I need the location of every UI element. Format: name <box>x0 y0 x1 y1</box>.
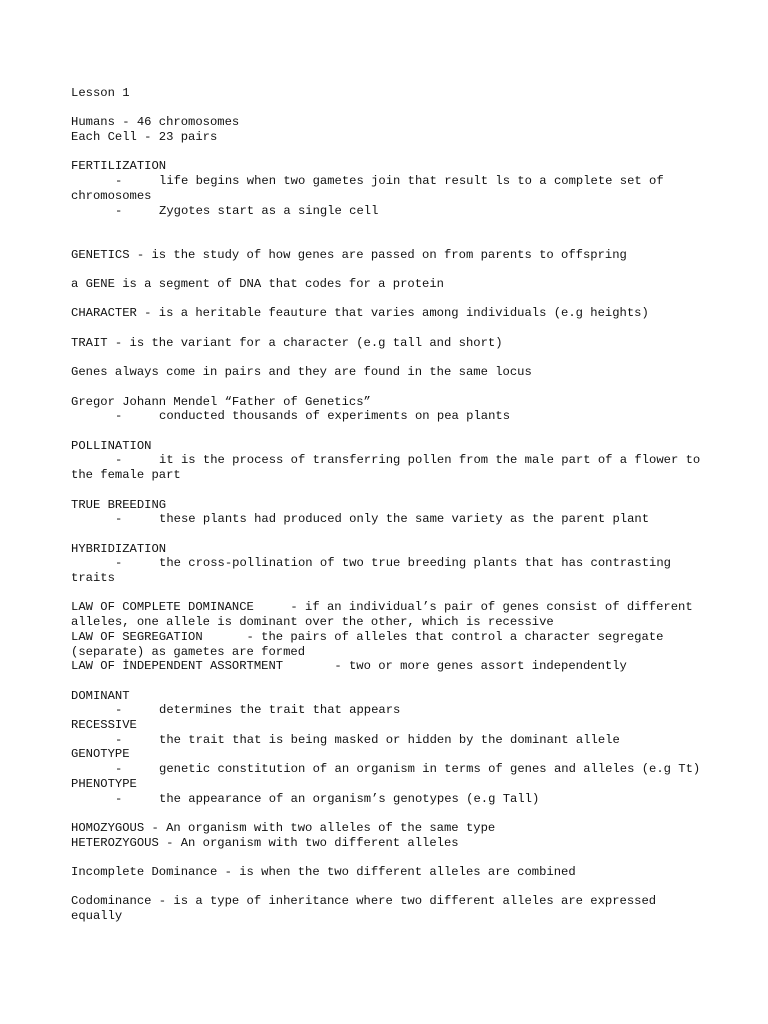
bullet-dash: - <box>115 453 123 468</box>
bullet-dash: - <box>115 703 123 718</box>
law-text: - the pairs of alleles that control a character segregate (separate) as gametes are formed <box>71 629 671 659</box>
hybridization-bullet <box>71 556 711 585</box>
fertilization-bullet-2 <box>71 204 711 219</box>
bullet-dash: - <box>115 409 123 424</box>
bullet-dash: - <box>115 791 123 806</box>
law-text: - if an individual’s pair of genes consist of different alleles, one allele is dominant over the other, which is recessive <box>71 600 701 630</box>
law-name: LAW OF COMPLETE DOMINANCE <box>71 600 254 615</box>
definition-character: CHARACTER - is a heritable feauture that varies among individuals (e.g heights) <box>71 306 649 321</box>
bullet-text: the cross-pollination of two true breeding plants that has contrasting traits <box>71 556 679 586</box>
bullet-dash: - <box>115 762 123 777</box>
term-genotype-heading: GENOTYPE <box>71 747 130 762</box>
law-segregation <box>71 630 711 659</box>
bullet-text: conducted thousands of experiments on pea plants <box>159 409 511 424</box>
bullet-text: Zygotes start as a single cell <box>159 203 379 218</box>
bullet-text: it is the process of transferring pollen from the male part of a flower to the female part <box>71 453 708 483</box>
bullet-text: the trait that is being masked or hidden by the dominant allele <box>159 732 620 747</box>
term-phenotype-bullet <box>71 792 711 807</box>
law-independent-assortment <box>71 659 711 674</box>
bullet-text: life begins when two gametes join that result ls to a complete set of chromosomes <box>71 174 671 203</box>
true-breeding-bullet <box>71 512 711 527</box>
mendel-bullet <box>71 409 711 424</box>
bullet-dash: - <box>115 732 123 747</box>
law-text: - two or more genes assort independently <box>334 659 627 674</box>
law-name: LAW OF İNDEPENDENT ASSORTMENT <box>71 659 284 674</box>
fact-humans: Humans - 46 chromosomes <box>71 115 240 130</box>
bullet-dash: - <box>115 512 123 527</box>
term-recessive-bullet <box>71 733 711 748</box>
mendel-heading: Gregor Johann Mendel “Father of Genetics” <box>71 394 371 409</box>
hybridization-heading: HYBRIDIZATION <box>71 541 167 556</box>
law-complete-dominance <box>71 600 711 629</box>
bullet-dash: - <box>115 203 123 218</box>
bullet-text: the appearance of an organism’s genotypes (e.g Tall) <box>159 791 540 806</box>
heterozygous-definition: HETEROZYGOUS - An organism with two different alleles <box>71 835 459 850</box>
codominance-definition: Codominance - is a type of inheritance where two different alleles are expressed equally <box>71 894 664 924</box>
pollination-bullet <box>71 453 711 482</box>
homozygous-definition: HOMOZYGOUS - An organism with two alleles of the same type <box>71 820 496 835</box>
bullet-text: these plants had produced only the same variety as the parent plant <box>159 512 650 527</box>
bullet-dash: - <box>115 174 123 189</box>
document-page <box>71 86 711 924</box>
term-dominant-heading: DOMINANT <box>71 688 130 703</box>
term-dominant-bullet <box>71 703 711 718</box>
term-genotype-bullet <box>71 762 711 777</box>
definition-gene: a GENE is a segment of DNA that codes for a protein <box>71 277 444 292</box>
term-recessive-heading: RECESSIVE <box>71 718 137 733</box>
definition-genes-pairs: Genes always come in pairs and they are found in the same locus <box>71 365 532 380</box>
fertilization-heading: FERTILIZATION <box>71 159 167 174</box>
incomplete-dominance-definition: Incomplete Dominance - is when the two different alleles are combined <box>71 865 576 880</box>
pollination-heading: POLLINATION <box>71 438 152 453</box>
definition-genetics: GENETICS - is the study of how genes are passed on from parents to offspring <box>71 247 627 262</box>
definition-trait: TRAIT - is the variant for a character (e.g tall and short) <box>71 335 503 350</box>
true-breeding-heading: TRUE BREEDING <box>71 497 167 512</box>
bullet-dash: - <box>115 556 123 571</box>
lesson-title: Lesson 1 <box>71 86 130 100</box>
bullet-text: determines the trait that appears <box>159 703 401 718</box>
fertilization-bullet-1 <box>71 174 711 203</box>
term-phenotype-heading: PHENOTYPE <box>71 776 137 791</box>
fact-cells: Each Cell - 23 pairs <box>71 130 218 145</box>
law-name: LAW OF SEGREGATION <box>71 629 203 644</box>
bullet-text: genetic constitution of an organism in terms of genes and alleles (e.g Tt) <box>159 762 701 777</box>
